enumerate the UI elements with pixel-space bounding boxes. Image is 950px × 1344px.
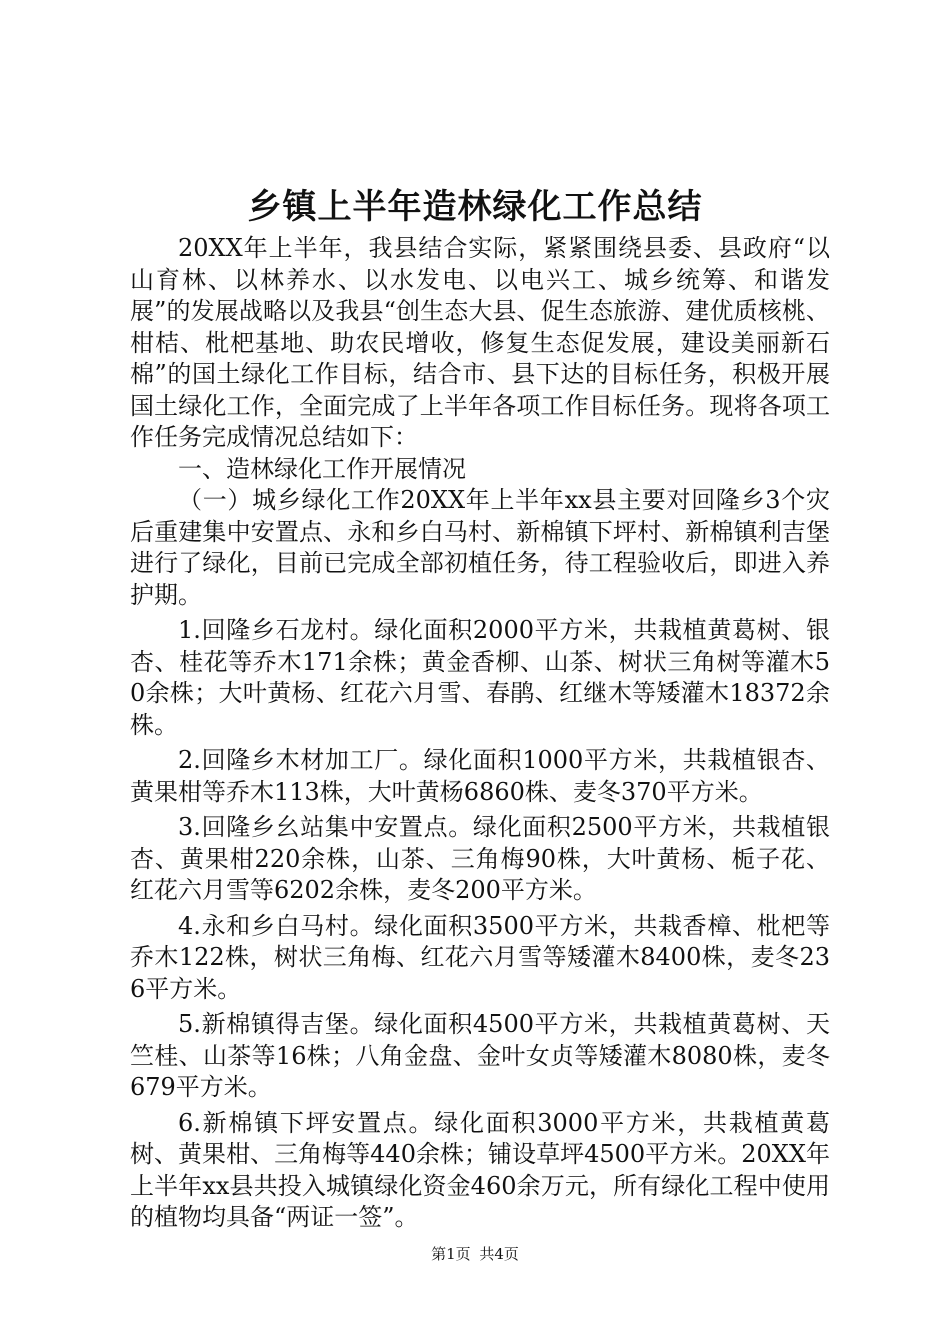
item-paragraph-4: 4.永和乡白马村。绿化面积3500平方米，共栽香樟、枇杷等乔木122株，树状三角梅、红花六月雪等矮灌木8400株，麦冬236平方米。 — [130, 911, 830, 1003]
document-body — [130, 233, 830, 1234]
section-heading: 一、造林绿化工作开展情况 — [178, 454, 466, 483]
item-paragraph-1: 1.回隆乡石龙村。绿化面积2000平方米，共栽植黄葛树、银杏、桂花等乔木171余株；黄金香柳、山茶、树状三角树等灌木50余株；大叶黄杨、红花六月雪、春鹃、红继木等矮灌木18372余株。 — [130, 616, 830, 739]
item-paragraph-3: 3.回隆乡幺站集中安置点。绿化面积2500平方米，共栽植银杏、黄果柑220余株，山茶、三角梅90株，大叶黄杨、栀子花、红花六月雪等6202余株，麦冬200平方米。 — [130, 813, 830, 904]
item-paragraph-5: 5.新棉镇得吉堡。绿化面积4500平方米，共栽植黄葛树、天竺桂、山茶等16株；八角金盘、金叶女贞等矮灌木8080株，麦冬679平方米。 — [130, 1010, 830, 1101]
page-footer — [0, 1244, 950, 1264]
item-paragraph-6: 6.新棉镇下坪安置点。绿化面积3000平方米，共栽植黄葛树、黄果柑、三角梅等440余株；铺设草坪4500平方米。20XX年上半年xx县共投入城镇绿化资金460余万元，所有绿化工程中使用的植物均具备“两证一签”。 — [130, 1108, 830, 1231]
intro-paragraph: 20XX年上半年，我县结合实际，紧紧围绕县委、县政府“以山育林、以林养水、以水发电、以电兴工、城乡统筹、和谐发展”的发展战略以及我县“创生态大县、促生态旅游、建优质核桃、柑桔、枇杷基地、助农民增收，修复生态促发展，建设美丽新石棉”的国土绿化工作目标，结合市、县下达的目标任务，积极开展国土绿化工作，全面完成了上半年各项工作目标任务。现将各项工作任务完成情况总结如下： — [130, 234, 830, 451]
page-number: 第1页 — [431, 1245, 471, 1263]
subsection-paragraph: （一）城乡绿化工作20XX年上半年xx县主要对回隆乡3个灾后重建集中安置点、永和乡白马村、新棉镇下坪村、新棉镇利吉堡进行了绿化，目前已完成全部初植任务，待工程验收后，即进入养护期。 — [130, 486, 830, 609]
document-title: 乡镇上半年造林绿化工作总结 — [247, 187, 703, 227]
item-paragraph-2: 2.回隆乡木材加工厂。绿化面积1000平方米，共栽植银杏、黄果柑等乔木113株，大叶黄杨6860株、麦冬370平方米。 — [130, 746, 830, 806]
page-total: 共4页 — [479, 1245, 519, 1263]
